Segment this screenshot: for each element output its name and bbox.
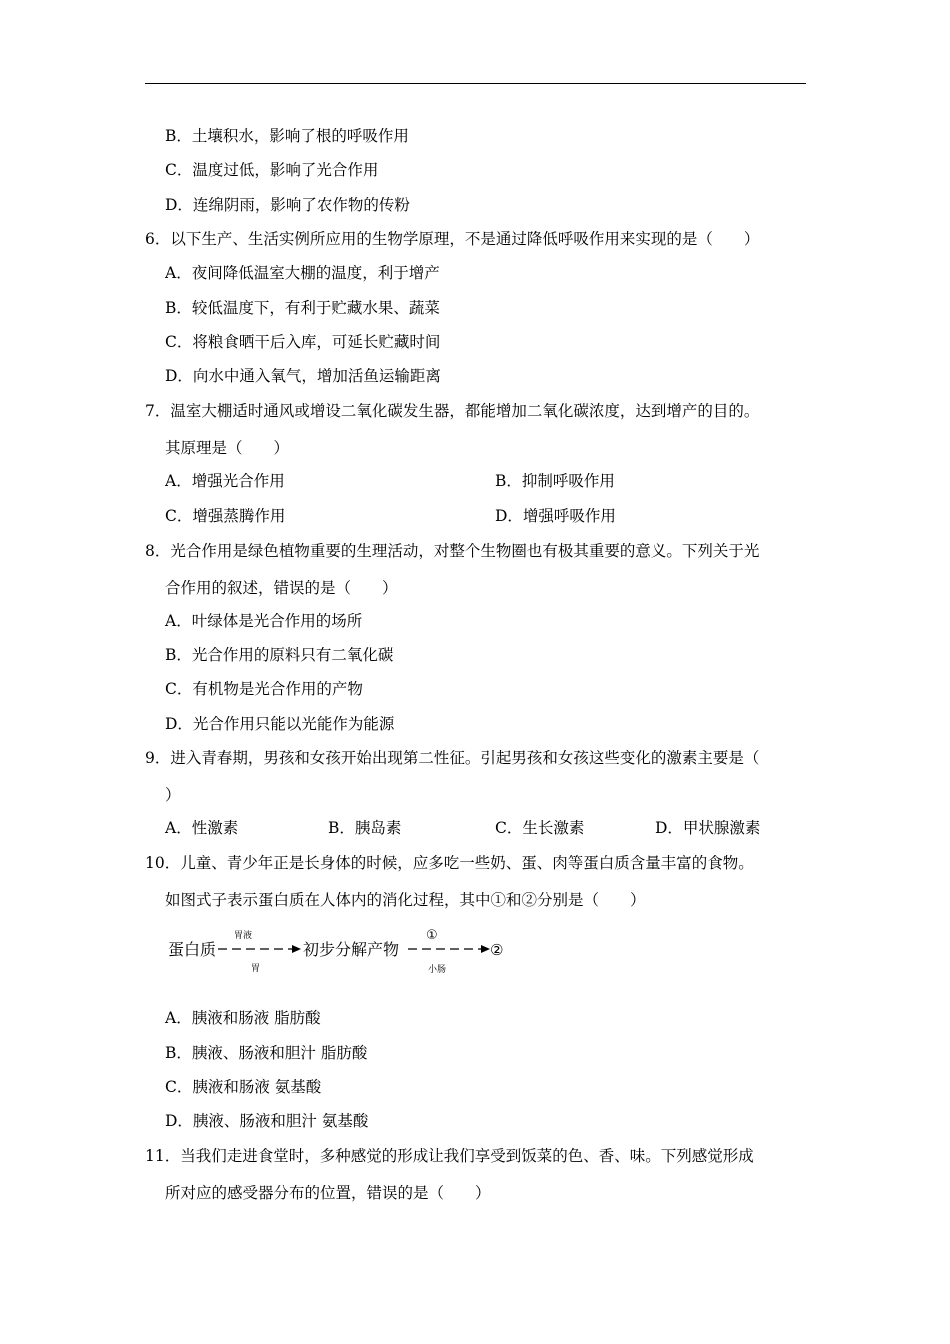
q7-stem-line1: 7．温室大棚适时通风或增设二氧化碳发生器，都能增加二氧化碳浓度，达到增产的目的。 [145, 402, 760, 420]
q9-stem-line2: ） [165, 786, 181, 804]
q7-option-c[interactable]: C．增强蒸腾作用 [165, 507, 286, 525]
q10-option-c[interactable]: C．胰液和肠液 氨基酸 [165, 1078, 322, 1096]
q6-stem: 6．以下生产、生活实例所应用的生物学原理，不是通过降低呼吸作用来实现的是（ ） [145, 230, 760, 248]
q8-stem-line2: 合作用的叙述，错误的是（ ） [165, 579, 398, 597]
q7-option-d[interactable]: D．增强呼吸作用 [495, 507, 616, 525]
diagram-middle-label: 初步分解产物 [303, 940, 400, 959]
q10-stem-line1: 10．儿童、青少年正是长身体的时候，应多吃一些奶、蛋、肉等蛋白质含量丰富的食物。 [145, 854, 754, 872]
q6-option-d[interactable]: D．向水中通入氧气，增加活鱼运输距离 [165, 367, 441, 385]
header-rule [145, 83, 806, 84]
q8-stem-line1: 8．光合作用是绿色植物重要的生理活动，对整个生物圈也有极其重要的意义。下列关于光 [145, 542, 760, 560]
q7-option-b[interactable]: B．抑制呼吸作用 [495, 472, 615, 490]
q10-option-b[interactable]: B．胰液、肠液和胆汁 脂肪酸 [165, 1044, 368, 1062]
q10-option-a[interactable]: A．胰液和肠液 脂肪酸 [165, 1009, 321, 1027]
q5-option-d[interactable]: D．连绵阴雨，影响了农作物的传粉 [165, 196, 410, 214]
digestion-diagram [168, 926, 513, 976]
q5-option-c[interactable]: C．温度过低，影响了光合作用 [165, 161, 379, 179]
q8-option-b[interactable]: B．光合作用的原料只有二氧化碳 [165, 646, 394, 664]
q5-option-b[interactable]: B．土壤积水，影响了根的呼吸作用 [165, 127, 409, 145]
q8-option-a[interactable]: A．叶绿体是光合作用的场所 [165, 612, 363, 630]
q6-option-c[interactable]: C．将粮食晒干后入库，可延长贮藏时间 [165, 333, 441, 351]
q7-stem-line2: 其原理是（ ） [165, 439, 290, 457]
arrow-head-2 [481, 945, 490, 953]
q9-option-c[interactable]: C．生长激素 [495, 819, 585, 837]
q9-option-b[interactable]: B．胰岛素 [328, 819, 402, 837]
q11-stem-line2: 所对应的感受器分布的位置，错误的是（ ） [165, 1184, 491, 1202]
diagram-end-label: ② [490, 941, 504, 959]
q9-option-a[interactable]: A．性激素 [165, 819, 239, 837]
q10-stem-line2: 如图式子表示蛋白质在人体内的消化过程，其中①和②分别是（ ） [165, 891, 646, 909]
diagram-marker-1: ① [426, 928, 438, 943]
q7-option-a[interactable]: A．增强光合作用 [165, 472, 285, 490]
q10-option-d[interactable]: D．胰液、肠液和胆汁 氨基酸 [165, 1112, 369, 1130]
q9-stem-line1: 9．进入青春期，男孩和女孩开始出现第二性征。引起男孩和女孩这些变化的激素主要是（ [145, 749, 760, 767]
diagram-organ-bottom: 胃 [251, 964, 261, 974]
diagram-organ-2: 小肠 [428, 965, 447, 975]
arrow-head-1 [292, 945, 301, 953]
q6-option-b[interactable]: B．较低温度下，有利于贮藏水果、蔬菜 [165, 299, 440, 317]
q6-option-a[interactable]: A．夜间降低温室大棚的温度，利于增产 [165, 264, 440, 282]
diagram-enzyme-top: 胃液 [234, 931, 253, 941]
q8-option-c[interactable]: C．有机物是光合作用的产物 [165, 680, 363, 698]
q8-option-d[interactable]: D．光合作用只能以光能作为能源 [165, 715, 395, 733]
q9-option-d[interactable]: D．甲状腺激素 [655, 819, 761, 837]
q11-stem-line1: 11．当我们走进食堂时，多种感觉的形成让我们享受到饭菜的色、香、味。下列感觉形成 [145, 1147, 754, 1165]
diagram-start-label: 蛋白质 [168, 940, 217, 959]
